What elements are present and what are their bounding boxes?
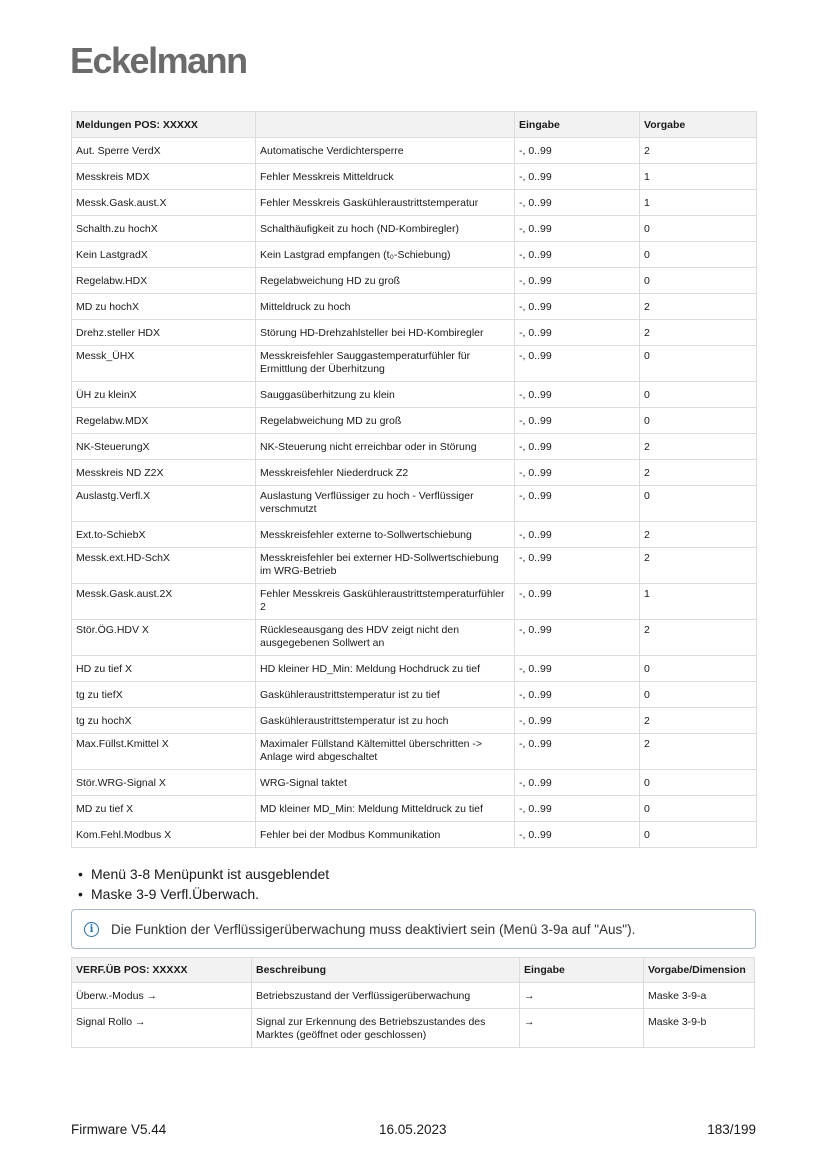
table-cell: -, 0..99 xyxy=(515,656,640,682)
table-row xyxy=(72,268,757,294)
table-cell: 1 xyxy=(640,164,757,190)
table-row xyxy=(72,434,757,460)
table-cell: Schalth.zu hochX xyxy=(72,216,256,242)
info-text: Die Funktion der Verflüssigerüberwachung muss deaktiviert sein (Menü 3-9a auf "Aus"). xyxy=(111,921,636,937)
table-cell: -, 0..99 xyxy=(515,620,640,656)
table-cell: 1 xyxy=(640,584,757,620)
table-cell: -, 0..99 xyxy=(515,682,640,708)
table-cell: HD kleiner HD_Min: Meldung Hochdruck zu tief xyxy=(256,656,515,682)
table-row xyxy=(72,682,757,708)
table-cell: Kein Lastgrad empfangen (t₀-Schiebung) xyxy=(256,242,515,268)
table-row xyxy=(72,734,757,770)
table-cell: 2 xyxy=(640,320,757,346)
table-cell: Max.Füllst.Kmittel X xyxy=(72,734,256,770)
table-cell: 2 xyxy=(640,434,757,460)
table-cell: HD zu tief X xyxy=(72,656,256,682)
table-cell: 0 xyxy=(640,486,757,522)
table-cell: Fehler Messkreis Mitteldruck xyxy=(256,164,515,190)
bullet-list xyxy=(78,864,329,904)
list-item: • Menü 3-8 Menüpunkt ist ausgeblendet xyxy=(78,864,329,884)
table-cell: 2 xyxy=(640,708,757,734)
table-cell: MD zu tief X xyxy=(72,796,256,822)
table-cell: -, 0..99 xyxy=(515,734,640,770)
table-cell: -, 0..99 xyxy=(515,408,640,434)
footer-page-number: 183/199 xyxy=(707,1122,756,1137)
table-cell: 0 xyxy=(640,682,757,708)
table-cell: MD zu hochX xyxy=(72,294,256,320)
table-cell: -, 0..99 xyxy=(515,346,640,382)
table-row xyxy=(72,216,757,242)
table-cell: Messk.Gask.aust.2X xyxy=(72,584,256,620)
table-cell: 0 xyxy=(640,822,757,848)
table-cell: Messkreisfehler Sauggastemperaturfühler für Ermittlung der Überhitzung xyxy=(256,346,515,382)
table-cell: 0 xyxy=(640,382,757,408)
table-cell: -, 0..99 xyxy=(515,190,640,216)
table-cell: -, 0..99 xyxy=(515,268,640,294)
table-row xyxy=(72,656,757,682)
table-cell: -, 0..99 xyxy=(515,164,640,190)
table-cell: tg zu hochX xyxy=(72,708,256,734)
table-cell: Gaskühleraustrittstemperatur ist zu hoch xyxy=(256,708,515,734)
column-header xyxy=(256,112,515,138)
footer-firmware: Firmware V5.44 xyxy=(71,1122,167,1137)
table-cell: -, 0..99 xyxy=(515,320,640,346)
table-row xyxy=(72,408,757,434)
table-cell: -, 0..99 xyxy=(515,522,640,548)
list-item: • Maske 3-9 Verfl.Überwach. xyxy=(78,884,329,904)
table-row xyxy=(72,770,757,796)
table-cell: 2 xyxy=(640,294,757,320)
table-row xyxy=(72,320,757,346)
table-cell: 2 xyxy=(640,548,757,584)
table-row xyxy=(72,983,755,1009)
table-cell: 0 xyxy=(640,242,757,268)
table-row xyxy=(72,294,757,320)
table-cell: Sauggasüberhitzung zu klein xyxy=(256,382,515,408)
table-cell: Automatische Verdichtersperre xyxy=(256,138,515,164)
table-cell: Kein LastgradX xyxy=(72,242,256,268)
table-row xyxy=(72,620,757,656)
table-cell: Maske 3-9-b xyxy=(644,1009,755,1048)
table-cell: Regelabweichung MD zu groß xyxy=(256,408,515,434)
table-cell: 0 xyxy=(640,346,757,382)
table-row xyxy=(72,242,757,268)
table-cell: Stör.ÖG.HDV X xyxy=(72,620,256,656)
table-cell: WRG-Signal taktet xyxy=(256,770,515,796)
table-row xyxy=(72,460,757,486)
table-cell: 2 xyxy=(640,734,757,770)
table-cell: → xyxy=(520,983,644,1009)
footer-date: 16.05.2023 xyxy=(379,1122,447,1137)
table-cell: Überw.-Modus → xyxy=(72,983,252,1009)
table-cell: 0 xyxy=(640,268,757,294)
table-cell: Fehler Messkreis Gaskühleraustrittstemperaturfühler 2 xyxy=(256,584,515,620)
table-cell: -, 0..99 xyxy=(515,242,640,268)
table-cell: 0 xyxy=(640,770,757,796)
table-cell: Drehz.steller HDX xyxy=(72,320,256,346)
column-header: Eingabe xyxy=(520,958,644,983)
table-row xyxy=(72,382,757,408)
table-cell: Ext.to-SchiebX xyxy=(72,522,256,548)
table-cell: Rückleseausgang des HDV zeigt nicht den ausgegebenen Sollwert an xyxy=(256,620,515,656)
table-row xyxy=(72,522,757,548)
table-cell: Gaskühleraustrittstemperatur ist zu tief xyxy=(256,682,515,708)
table-cell: 0 xyxy=(640,408,757,434)
table-header-row xyxy=(72,958,755,983)
table-row xyxy=(72,1009,755,1048)
messages-table xyxy=(71,111,757,848)
table-cell: Fehler bei der Modbus Kommunikation xyxy=(256,822,515,848)
table-cell: Stör.WRG-Signal X xyxy=(72,770,256,796)
table-cell: Mitteldruck zu hoch xyxy=(256,294,515,320)
table-cell: Messk.ext.HD-SchX xyxy=(72,548,256,584)
table-row xyxy=(72,796,757,822)
table-cell: Messkreis ND Z2X xyxy=(72,460,256,486)
table-row xyxy=(72,138,757,164)
table-cell: 0 xyxy=(640,796,757,822)
table-cell: Maske 3-9-a xyxy=(644,983,755,1009)
table-cell: 2 xyxy=(640,460,757,486)
table-cell: Fehler Messkreis Gaskühleraustrittstemperatur xyxy=(256,190,515,216)
column-header: Vorgabe xyxy=(640,112,757,138)
table-row xyxy=(72,548,757,584)
info-icon: i xyxy=(84,922,99,937)
table-cell: -, 0..99 xyxy=(515,138,640,164)
table-cell: Messk.Gask.aust.X xyxy=(72,190,256,216)
table-row xyxy=(72,346,757,382)
table-cell: -, 0..99 xyxy=(515,708,640,734)
table-cell: → xyxy=(520,1009,644,1048)
table-cell: -, 0..99 xyxy=(515,486,640,522)
table-cell: Schalthäufigkeit zu hoch (ND-Kombiregler) xyxy=(256,216,515,242)
table-row xyxy=(72,708,757,734)
table-cell: Messkreisfehler bei externer HD-Sollwertschiebung im WRG-Betrieb xyxy=(256,548,515,584)
table-cell: -, 0..99 xyxy=(515,216,640,242)
company-logo: Eckelmann xyxy=(70,40,247,81)
table-cell: NK-SteuerungX xyxy=(72,434,256,460)
table-cell: Regelabweichung HD zu groß xyxy=(256,268,515,294)
table-cell: MD kleiner MD_Min: Meldung Mitteldruck zu tief xyxy=(256,796,515,822)
table-row xyxy=(72,486,757,522)
table-cell: Maximaler Füllstand Kältemittel überschritten -> Anlage wird abgeschaltet xyxy=(256,734,515,770)
table-row xyxy=(72,822,757,848)
table-cell: Signal Rollo → xyxy=(72,1009,252,1048)
table-cell: ÜH zu kleinX xyxy=(72,382,256,408)
table-cell: Messk_ÜHX xyxy=(72,346,256,382)
column-header: VERF.ÜB POS: XXXXX xyxy=(72,958,252,983)
table-cell: -, 0..99 xyxy=(515,460,640,486)
table-header-row xyxy=(72,112,757,138)
table-cell: Regelabw.MDX xyxy=(72,408,256,434)
table-cell: Störung HD-Drehzahlsteller bei HD-Kombiregler xyxy=(256,320,515,346)
table-cell: Signal zur Erkennung des Betriebszustandes des Marktes (geöffnet oder geschlossen) xyxy=(252,1009,520,1048)
table-cell: NK-Steuerung nicht erreichbar oder in Störung xyxy=(256,434,515,460)
table-cell: -, 0..99 xyxy=(515,434,640,460)
info-note xyxy=(71,909,756,949)
table-cell: -, 0..99 xyxy=(515,822,640,848)
table-cell: Betriebszustand der Verflüssigerüberwachung xyxy=(252,983,520,1009)
table-cell: Messkreisfehler Niederdruck Z2 xyxy=(256,460,515,486)
table-cell: 2 xyxy=(640,522,757,548)
table-cell: -, 0..99 xyxy=(515,294,640,320)
table-cell: 2 xyxy=(640,138,757,164)
table-cell: -, 0..99 xyxy=(515,796,640,822)
table-cell: -, 0..99 xyxy=(515,382,640,408)
table-cell: 1 xyxy=(640,190,757,216)
table-cell: Aut. Sperre VerdX xyxy=(72,138,256,164)
table-cell: -, 0..99 xyxy=(515,584,640,620)
table-row xyxy=(72,164,757,190)
table-cell: Messkreis MDX xyxy=(72,164,256,190)
column-header: Eingabe xyxy=(515,112,640,138)
table-cell: Auslastg.Verfl.X xyxy=(72,486,256,522)
table-cell: Messkreisfehler externe to-Sollwertschiebung xyxy=(256,522,515,548)
table-cell: Kom.Fehl.Modbus X xyxy=(72,822,256,848)
table-row xyxy=(72,584,757,620)
table-cell: -, 0..99 xyxy=(515,548,640,584)
condenser-monitoring-table xyxy=(71,957,755,1048)
table-cell: 2 xyxy=(640,620,757,656)
table-cell: -, 0..99 xyxy=(515,770,640,796)
table-row xyxy=(72,190,757,216)
table-cell: Auslastung Verflüssiger zu hoch - Verflüssiger verschmutzt xyxy=(256,486,515,522)
column-header: Meldungen POS: XXXXX xyxy=(72,112,256,138)
column-header: Beschreibung xyxy=(252,958,520,983)
table-cell: 0 xyxy=(640,216,757,242)
table-cell: tg zu tiefX xyxy=(72,682,256,708)
column-header: Vorgabe/Dimension xyxy=(644,958,755,983)
table-cell: 0 xyxy=(640,656,757,682)
table-cell: Regelabw.HDX xyxy=(72,268,256,294)
